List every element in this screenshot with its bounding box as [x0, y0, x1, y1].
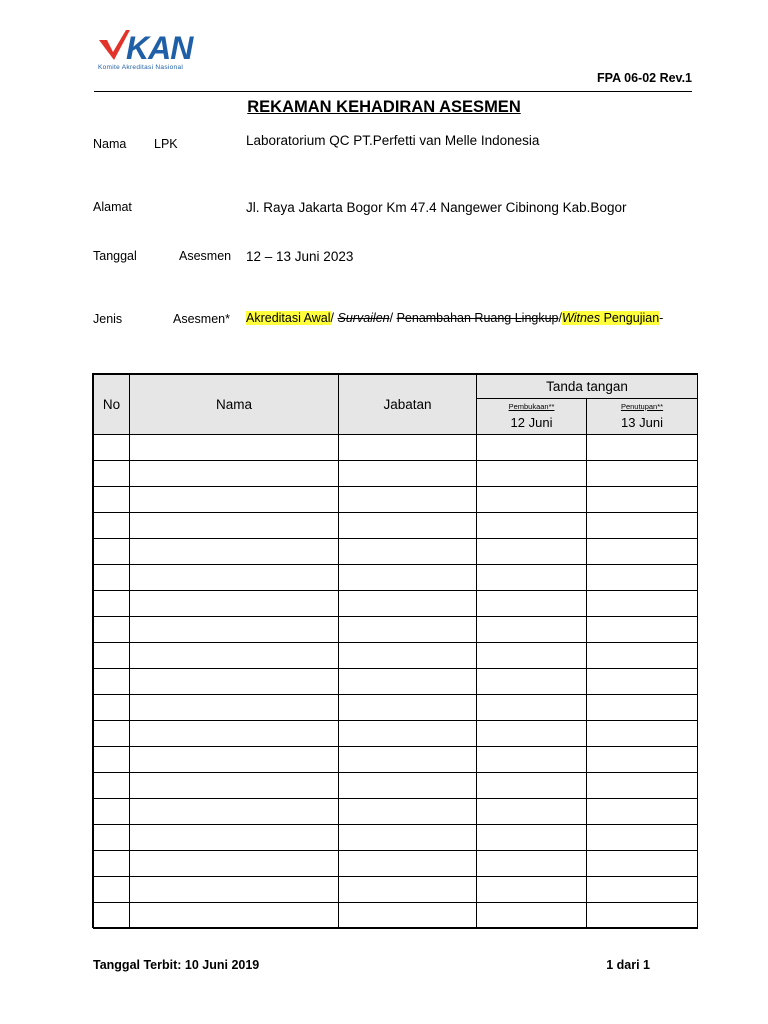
- nama-cell[interactable]: [130, 747, 339, 773]
- jabatan-cell[interactable]: [339, 721, 477, 747]
- pembukaan-cell[interactable]: [477, 747, 587, 773]
- jabatan-cell[interactable]: [339, 825, 477, 851]
- logo-text: KAN: [126, 30, 193, 66]
- table-row: [94, 669, 698, 695]
- nama-cell[interactable]: [130, 903, 339, 929]
- jabatan-cell[interactable]: [339, 695, 477, 721]
- nama-cell[interactable]: [130, 435, 339, 461]
- pembukaan-date: 12 Juni: [510, 414, 553, 430]
- document-code: FPA 06-02 Rev.1: [597, 71, 692, 85]
- header-penutupan: [587, 399, 698, 435]
- penutupan-cell[interactable]: [587, 643, 698, 669]
- penutupan-cell[interactable]: [587, 799, 698, 825]
- header-jabatan: Jabatan: [339, 375, 477, 435]
- pembukaan-cell[interactable]: [477, 461, 587, 487]
- penutupan-cell[interactable]: [587, 851, 698, 877]
- no-cell[interactable]: [94, 669, 130, 695]
- jabatan-cell[interactable]: [339, 669, 477, 695]
- no-cell[interactable]: [94, 461, 130, 487]
- jenis-dash: -: [659, 311, 664, 325]
- tanggal-value: 12 – 13 Juni 2023: [246, 249, 354, 264]
- tanggal-asesmen-label: Asesmen: [179, 249, 232, 263]
- table-row: [94, 539, 698, 565]
- table-row: [94, 565, 698, 591]
- table-row: [94, 773, 698, 799]
- jenis-sep-1: /: [330, 311, 338, 325]
- nama-cell[interactable]: [130, 669, 339, 695]
- jabatan-cell[interactable]: [339, 643, 477, 669]
- lpk-label: LPK: [154, 137, 178, 151]
- penutupan-cell[interactable]: [587, 903, 698, 929]
- nama-cell[interactable]: [130, 513, 339, 539]
- jabatan-cell[interactable]: [339, 565, 477, 591]
- tanggal-label: Tanggal: [93, 249, 137, 263]
- table-row: [94, 435, 698, 461]
- pembukaan-cell[interactable]: [477, 643, 587, 669]
- attendance-table: [93, 374, 698, 929]
- pembukaan-cell[interactable]: [477, 695, 587, 721]
- no-cell[interactable]: [94, 591, 130, 617]
- page-number: 1 dari 1: [606, 958, 650, 972]
- table-body: [94, 435, 698, 929]
- table-row: [94, 695, 698, 721]
- no-cell[interactable]: [94, 721, 130, 747]
- jenis-label: Jenis: [93, 312, 123, 326]
- table-row: [94, 877, 698, 903]
- penutupan-cell[interactable]: [587, 591, 698, 617]
- nama-cell[interactable]: [130, 851, 339, 877]
- nama-value: Laboratorium QC PT.Perfetti van Melle Indonesia: [246, 133, 540, 148]
- no-cell[interactable]: [94, 799, 130, 825]
- header-nama: Nama: [130, 375, 339, 435]
- penutupan-cell[interactable]: [587, 721, 698, 747]
- table-row: [94, 643, 698, 669]
- alamat-label: Alamat: [93, 200, 132, 214]
- penutupan-cell[interactable]: [587, 773, 698, 799]
- jabatan-cell[interactable]: [339, 851, 477, 877]
- nama-cell[interactable]: [130, 825, 339, 851]
- no-cell[interactable]: [94, 435, 130, 461]
- jabatan-cell[interactable]: [339, 799, 477, 825]
- nama-cell[interactable]: [130, 877, 339, 903]
- no-cell[interactable]: [94, 617, 130, 643]
- jenis-asesmen-label: Asesmen*: [173, 312, 230, 326]
- table-row: [94, 747, 698, 773]
- pembukaan-cell[interactable]: [477, 435, 587, 461]
- no-cell[interactable]: [94, 877, 130, 903]
- pembukaan-cell[interactable]: [477, 669, 587, 695]
- table-row: [94, 591, 698, 617]
- no-cell[interactable]: [94, 903, 130, 929]
- jenis-pengujian: Pengujian: [600, 311, 660, 325]
- penutupan-cell[interactable]: [587, 617, 698, 643]
- alamat-value: Jl. Raya Jakarta Bogor Km 47.4 Nangewer Cibinong Kab.Bogor: [246, 200, 627, 215]
- pembukaan-cell[interactable]: [477, 877, 587, 903]
- table-row: [94, 851, 698, 877]
- penutupan-cell[interactable]: [587, 669, 698, 695]
- nama-cell[interactable]: [130, 773, 339, 799]
- penutupan-cell[interactable]: [587, 825, 698, 851]
- logo-subtitle: Komite Akreditasi Nasional: [98, 64, 184, 71]
- penutupan-cell[interactable]: [587, 487, 698, 513]
- nama-cell[interactable]: [130, 591, 339, 617]
- penutupan-cell[interactable]: [587, 461, 698, 487]
- no-cell[interactable]: [94, 565, 130, 591]
- pembukaan-cell[interactable]: [477, 851, 587, 877]
- nama-cell[interactable]: [130, 617, 339, 643]
- jenis-awal: Akreditasi Awal: [246, 311, 331, 325]
- table-row: [94, 799, 698, 825]
- pembukaan-cell[interactable]: [477, 565, 587, 591]
- pembukaan-cell[interactable]: [477, 903, 587, 929]
- jabatan-cell[interactable]: [339, 487, 477, 513]
- jabatan-cell[interactable]: [339, 461, 477, 487]
- table-row: [94, 461, 698, 487]
- penutupan-cell[interactable]: [587, 877, 698, 903]
- pembukaan-cell[interactable]: [477, 799, 587, 825]
- pembukaan-cell[interactable]: [477, 617, 587, 643]
- penutupan-cell[interactable]: [587, 695, 698, 721]
- header-divider: [94, 91, 692, 92]
- jabatan-cell[interactable]: [339, 435, 477, 461]
- no-cell[interactable]: [94, 539, 130, 565]
- jabatan-cell[interactable]: [339, 513, 477, 539]
- no-cell[interactable]: [94, 643, 130, 669]
- no-cell[interactable]: [94, 825, 130, 851]
- header-pembukaan: [477, 399, 587, 435]
- nama-cell[interactable]: [130, 487, 339, 513]
- table-row: [94, 617, 698, 643]
- table-row: [94, 513, 698, 539]
- nama-cell[interactable]: [130, 643, 339, 669]
- no-cell[interactable]: [94, 513, 130, 539]
- table-row: [94, 487, 698, 513]
- pembukaan-cell[interactable]: [477, 825, 587, 851]
- no-cell[interactable]: [94, 487, 130, 513]
- jenis-sep-2: /: [389, 311, 397, 325]
- table-row: [94, 903, 698, 929]
- table-row: [94, 721, 698, 747]
- nama-cell[interactable]: [130, 721, 339, 747]
- jabatan-cell[interactable]: [339, 591, 477, 617]
- jabatan-cell[interactable]: [339, 773, 477, 799]
- jabatan-cell[interactable]: [339, 877, 477, 903]
- header-tanda-tangan: Tanda tangan: [477, 375, 698, 399]
- no-cell[interactable]: [94, 747, 130, 773]
- table-row: [94, 825, 698, 851]
- penutupan-label: Penutupan**: [620, 401, 664, 411]
- pembukaan-label: Pembukaan**: [508, 401, 555, 411]
- issue-date: Tanggal Terbit: 10 Juni 2019: [93, 958, 260, 972]
- nama-cell[interactable]: [130, 565, 339, 591]
- jabatan-cell[interactable]: [339, 539, 477, 565]
- jabatan-cell[interactable]: [339, 617, 477, 643]
- nama-label: Nama: [93, 137, 127, 151]
- penutupan-cell[interactable]: [587, 539, 698, 565]
- penutupan-cell[interactable]: [587, 747, 698, 773]
- penutupan-date: 13 Juni: [621, 414, 663, 430]
- jenis-value: [246, 311, 663, 325]
- page-title: REKAMAN KEHADIRAN ASESMEN: [247, 98, 521, 116]
- header-no: No: [94, 375, 130, 435]
- nama-cell[interactable]: [130, 695, 339, 721]
- no-cell[interactable]: [94, 773, 130, 799]
- nama-cell[interactable]: [130, 799, 339, 825]
- no-cell[interactable]: [94, 695, 130, 721]
- nama-cell[interactable]: [130, 461, 339, 487]
- jabatan-cell[interactable]: [339, 903, 477, 929]
- jenis-witnes: Witnes: [562, 311, 601, 325]
- penutupan-cell[interactable]: [587, 435, 698, 461]
- pembukaan-cell[interactable]: [477, 721, 587, 747]
- nama-cell[interactable]: [130, 539, 339, 565]
- jenis-survailen: Survailen: [337, 311, 390, 325]
- jabatan-cell[interactable]: [339, 747, 477, 773]
- pembukaan-cell[interactable]: [477, 513, 587, 539]
- jenis-sep-3: /: [558, 311, 562, 325]
- pembukaan-cell[interactable]: [477, 591, 587, 617]
- pembukaan-cell[interactable]: [477, 773, 587, 799]
- penutupan-cell[interactable]: [587, 565, 698, 591]
- pembukaan-cell[interactable]: [477, 539, 587, 565]
- no-cell[interactable]: [94, 851, 130, 877]
- jenis-penambahan: Penambahan Ruang Lingkup: [396, 311, 559, 325]
- pembukaan-cell[interactable]: [477, 487, 587, 513]
- penutupan-cell[interactable]: [587, 513, 698, 539]
